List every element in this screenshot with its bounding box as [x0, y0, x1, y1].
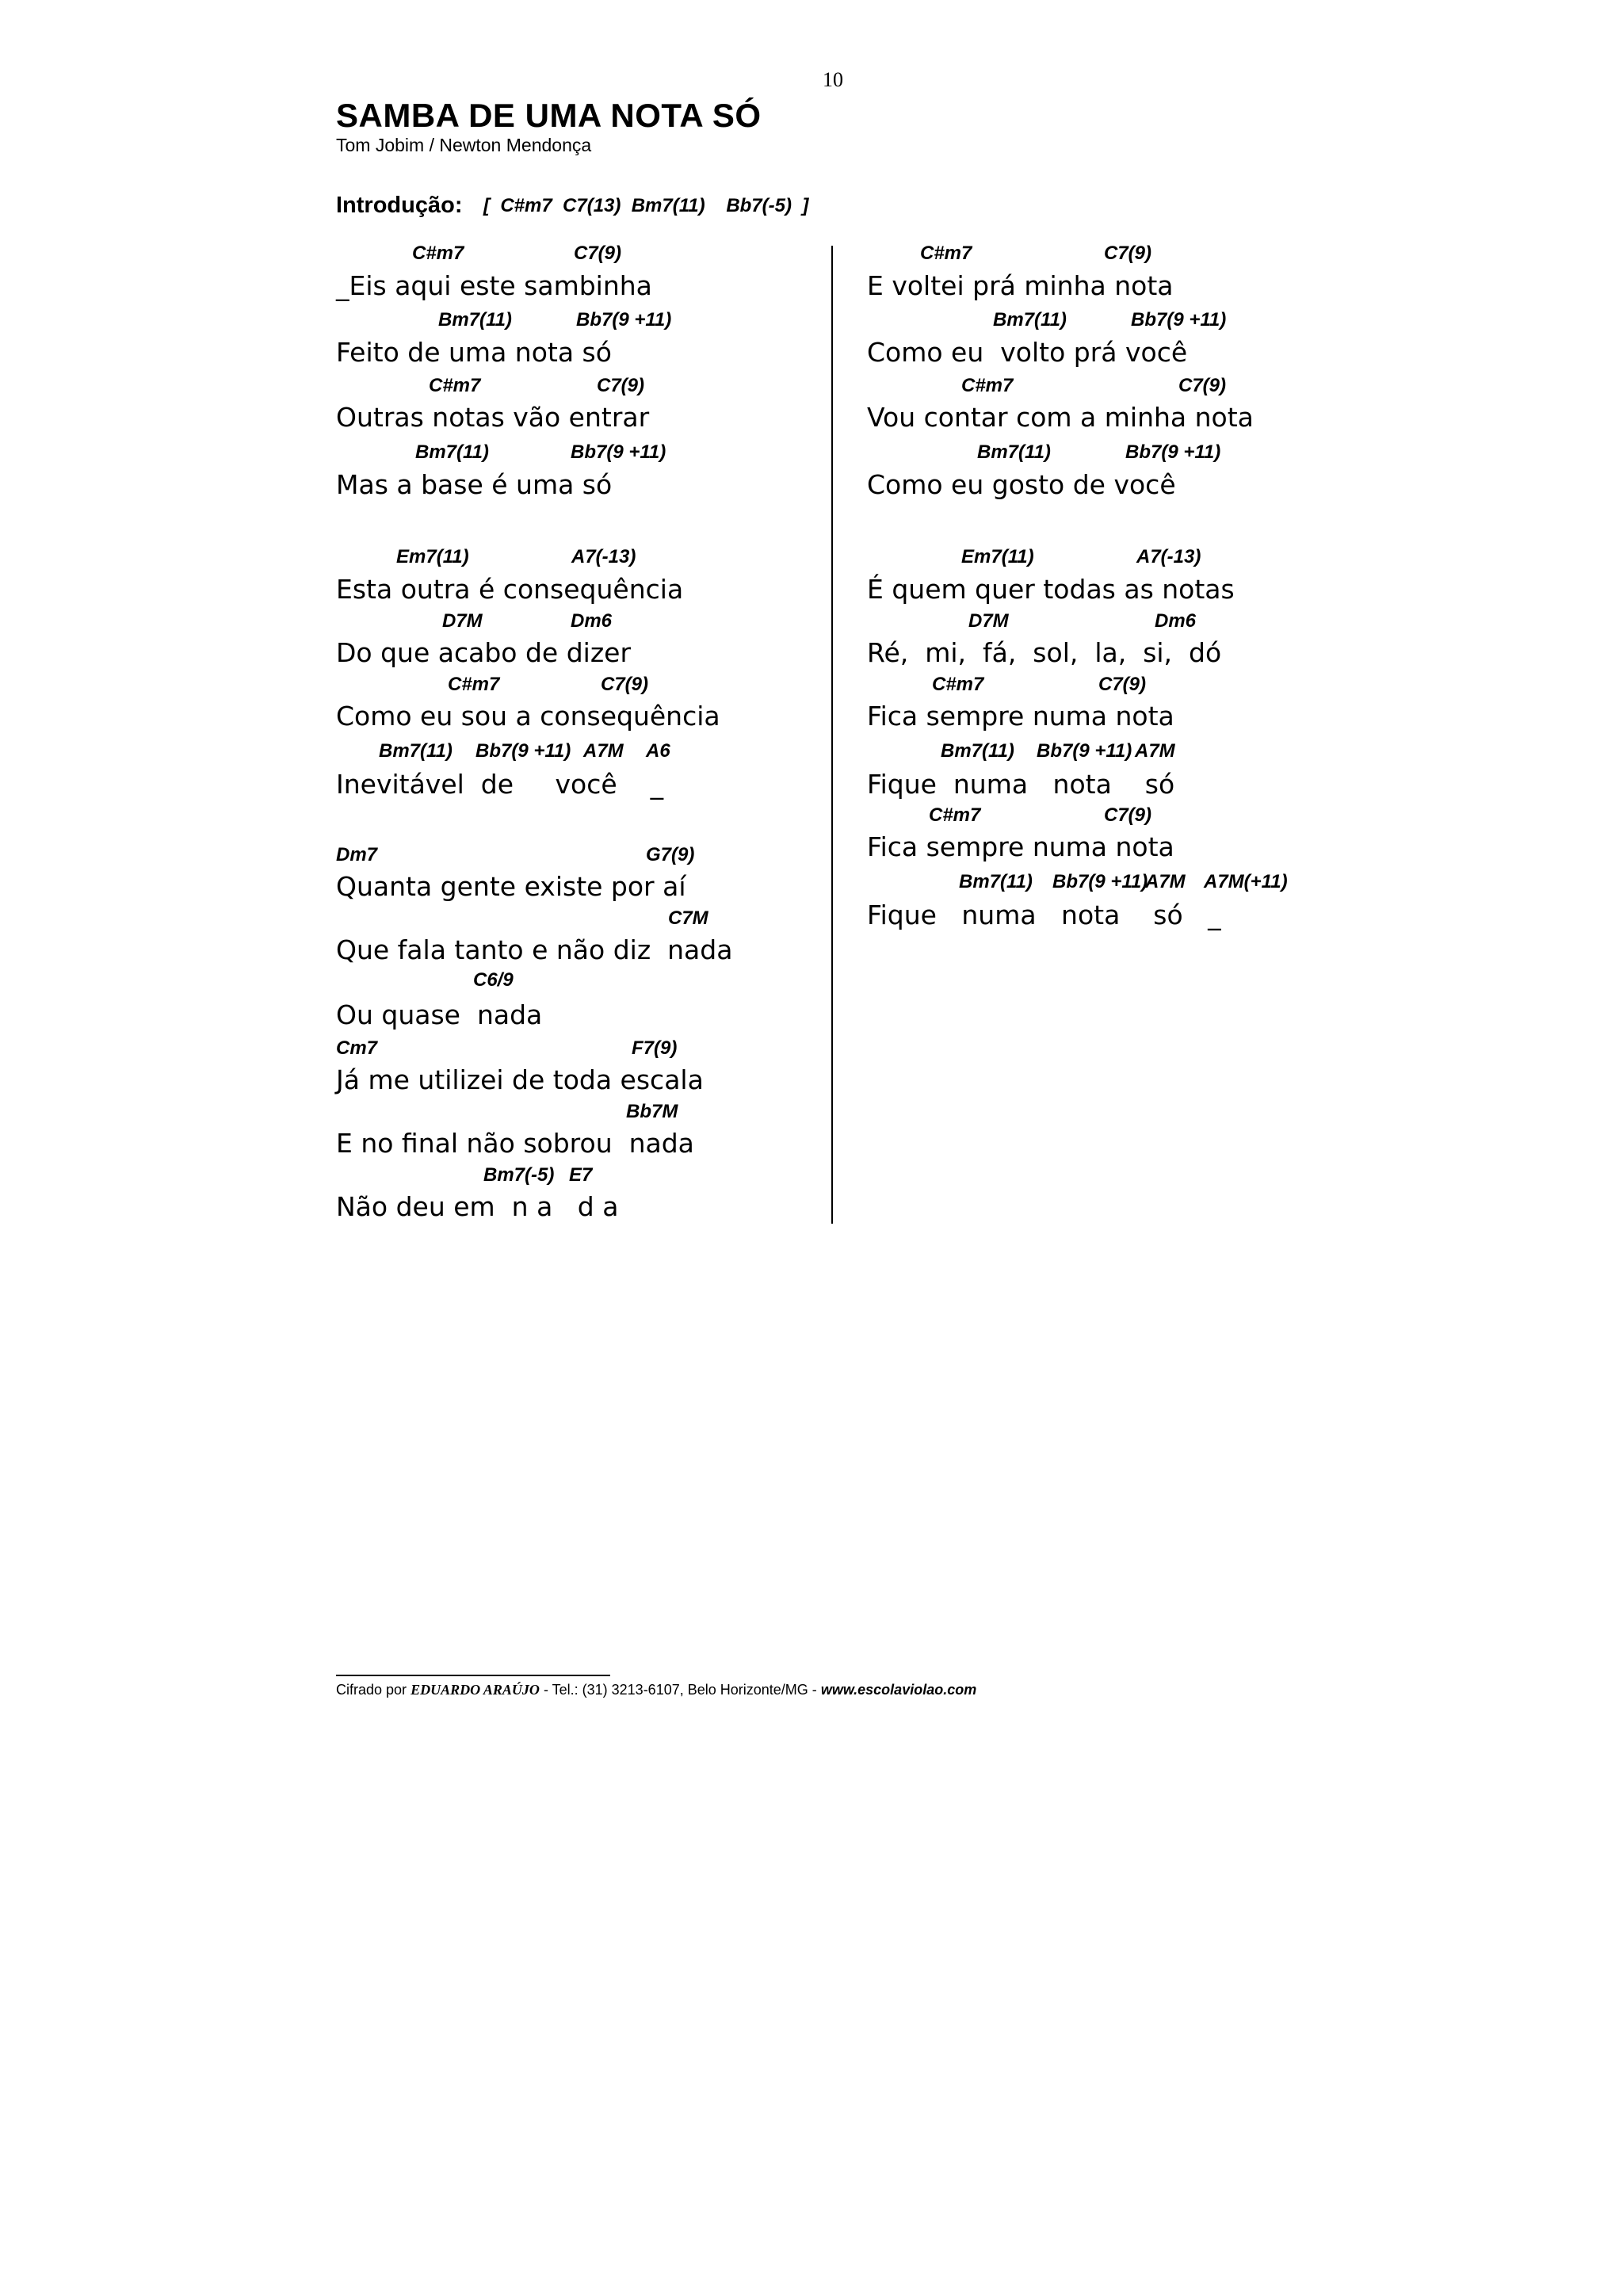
footer-rule — [336, 1675, 610, 1676]
lyric-line: Fica sempre numa nota — [867, 701, 1174, 732]
lyric-line: Feito de uma nota só — [336, 337, 612, 368]
footer-site: www.escolaviolao.com — [820, 1682, 977, 1698]
lyric-line: Ou quase nada — [336, 999, 543, 1030]
chord: C7(9) — [601, 674, 649, 695]
chord: A7M — [1135, 740, 1175, 762]
lyric-line: Que fala tanto e não diz nada — [336, 934, 733, 965]
lyric-line: Já me utilizei de toda escala — [336, 1064, 704, 1095]
chord: C#m7 — [448, 674, 500, 695]
chord: Bb7M — [626, 1101, 678, 1122]
chord: Bb7(9 +11) — [576, 309, 672, 330]
lyric-line: Esta outra é consequência — [336, 574, 684, 605]
footer-contact: - Tel.: (31) 3213-6107, Belo Horizonte/MG - — [543, 1682, 817, 1698]
chord: A7M(+11) — [1204, 871, 1288, 892]
chord: A6 — [646, 740, 670, 762]
chord: C7(9) — [1104, 243, 1152, 264]
chord: G7(9) — [646, 844, 695, 865]
lyric-line: E voltei prá minha nota — [867, 270, 1174, 301]
page-number: 10 — [823, 68, 843, 91]
chord: C#m7 — [932, 674, 984, 695]
lyric-line: Inevitável de você _ — [336, 769, 664, 800]
chord: Bm7(11) — [993, 309, 1067, 330]
chord: Bm7(11) — [438, 309, 512, 330]
footer-author: EDUARDO ARAÚJO — [411, 1682, 540, 1698]
lyric-line: Como eu volto prá você — [867, 337, 1188, 368]
lyric-line: Como eu sou a consequência — [336, 701, 720, 732]
chord: Bb7(9 +11) — [1052, 871, 1148, 892]
chord: Bm7(11) — [415, 441, 489, 463]
chord: C#m7 — [961, 375, 1014, 396]
chord: Bb7(9 +11) — [1037, 740, 1132, 762]
lyric-line: E no final não sobrou nada — [336, 1128, 694, 1159]
chord: Cm7 — [336, 1037, 378, 1059]
song-title: SAMBA DE UMA NOTA SÓ — [336, 97, 762, 134]
chord: Bm7(11) — [977, 441, 1051, 463]
chord: C#m7 — [412, 243, 464, 264]
chord: Bm7(-5) — [483, 1164, 555, 1186]
chord: C6/9 — [473, 969, 514, 991]
chord: C#m7 — [929, 804, 981, 826]
chord: A7M — [583, 740, 624, 762]
chord: Bb7(9 +11) — [475, 740, 571, 762]
intro-label: Introdução: — [336, 193, 463, 218]
lyric-line: Vou contar com a minha nota — [867, 402, 1254, 433]
chord: Dm7 — [336, 844, 378, 865]
lyric-line: Do que acabo de dizer — [336, 637, 632, 668]
chord: D7M — [442, 610, 483, 632]
lyric-line: Mas a base é uma só — [336, 469, 613, 500]
chord: C#m7 — [920, 243, 972, 264]
chord: Dm6 — [1155, 610, 1197, 632]
lyric-line: Como eu gosto de você — [867, 469, 1176, 500]
chord: Bb7(9 +11) — [1131, 309, 1227, 330]
composers: Tom Jobim / Newton Mendonça — [336, 135, 592, 155]
chord: Bb7(9 +11) — [1125, 441, 1221, 463]
column-divider — [831, 246, 833, 1224]
lyric-line: Não deu em n a d a — [336, 1191, 619, 1222]
chord: Bm7(11) — [941, 740, 1014, 762]
chord: Em7(11) — [396, 546, 469, 567]
intro-chords: [ C#m7 C7(13) Bm7(11) Bb7(-5) ] — [483, 195, 809, 216]
chord: Bm7(11) — [379, 740, 453, 762]
chord: A7(-13) — [1136, 546, 1201, 567]
chord: F7(9) — [632, 1037, 678, 1059]
lyric-line: Quanta gente existe por aí — [336, 871, 686, 902]
chord: C#m7 — [429, 375, 481, 396]
lyric-line: Fique numa nota só — [867, 769, 1175, 800]
chord: C7(9) — [1098, 674, 1147, 695]
chord: C7M — [668, 907, 708, 929]
lyric-line: Ré, mi, fá, sol, la, si, dó — [867, 637, 1222, 668]
chord: C7(9) — [597, 375, 645, 396]
chord: C7(9) — [1178, 375, 1227, 396]
chord: Bb7(9 +11) — [571, 441, 666, 463]
chord: C7(9) — [574, 243, 622, 264]
lyric-line: Outras notas vão entrar — [336, 402, 650, 433]
chord: A7(-13) — [571, 546, 636, 567]
footer-prefix: Cifrado por — [336, 1682, 407, 1698]
chord: C7(9) — [1104, 804, 1152, 826]
chord: A7M — [1145, 871, 1186, 892]
chord: Dm6 — [571, 610, 613, 632]
lyric-line: Fique numa nota só _ — [867, 900, 1221, 930]
lyric-line: É quem quer todas as notas — [867, 574, 1235, 605]
lyric-line: _Eis aqui este sambinha — [336, 270, 652, 301]
chord: E7 — [569, 1164, 593, 1186]
footer — [336, 1682, 976, 1698]
chord: D7M — [968, 610, 1009, 632]
lyric-line: Fica sempre numa nota — [867, 831, 1174, 862]
chord: Em7(11) — [961, 546, 1034, 567]
chord: Bm7(11) — [959, 871, 1033, 892]
